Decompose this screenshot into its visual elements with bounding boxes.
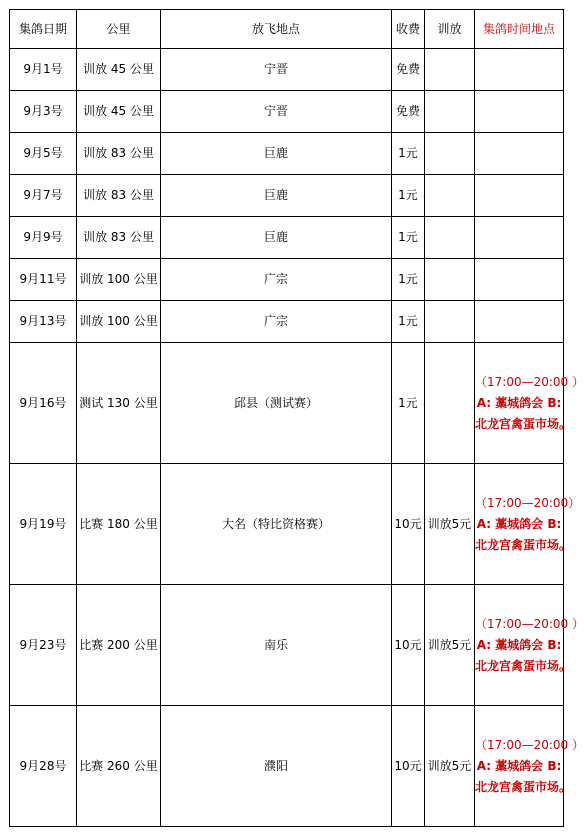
collection-places: A: 藁城鸽会 B: (476, 637, 562, 652)
cell-distance: 训放 100 公里 (77, 301, 161, 343)
cell-collection (475, 585, 584, 706)
cell-distance: 比赛 260 公里 (77, 706, 161, 827)
collection-places: A: 藁城鸽会 B: (476, 516, 562, 531)
cell-distance: 训放 83 公里 (77, 133, 161, 175)
cell-date: 9月13号 (10, 301, 77, 343)
cell-collection (475, 301, 564, 343)
cell-location: 广宗 (161, 301, 392, 343)
cell-distance: 训放 45 公里 (77, 91, 161, 133)
cell-distance: 训放 83 公里 (77, 175, 161, 217)
collection-places: A: 藁城鸽会 B: (476, 758, 562, 773)
cell-date: 9月16号 (10, 343, 77, 464)
cell-location: 巨鹿 (161, 175, 392, 217)
race-schedule-table (9, 9, 584, 827)
cell-date: 9月1号 (10, 49, 77, 91)
cell-location: 南乐 (161, 585, 392, 706)
collection-time: （17:00—20:00 ） (475, 616, 584, 631)
cell-date: 9月5号 (10, 133, 77, 175)
collection-time: （17:00—20:00 ） (475, 737, 584, 752)
cell-distance: 训放 45 公里 (77, 49, 161, 91)
cell-fee: 1元 (392, 175, 425, 217)
cell-location: 宁晋 (161, 91, 392, 133)
header-training: 训放 (425, 10, 475, 49)
cell-collection (475, 49, 564, 91)
cell-date: 9月9号 (10, 217, 77, 259)
cell-collection (475, 464, 581, 585)
header-location: 放飞地点 (161, 10, 392, 49)
collection-places-cont: 北龙宫禽蛋市场。 (475, 416, 572, 431)
table-row (10, 175, 564, 217)
cell-fee: 1元 (392, 259, 425, 301)
table-row (10, 301, 564, 343)
cell-date: 9月28号 (10, 706, 77, 827)
header-fee: 收费 (392, 10, 425, 49)
header-row (10, 10, 564, 49)
cell-distance: 训放 100 公里 (77, 259, 161, 301)
cell-collection (475, 217, 564, 259)
cell-distance: 比赛 200 公里 (77, 585, 161, 706)
cell-collection (475, 706, 584, 827)
cell-collection (475, 343, 584, 464)
cell-location: 宁晋 (161, 49, 392, 91)
cell-location: 濮阳 (161, 706, 392, 827)
cell-training: 训放5元 (425, 706, 475, 827)
table-row (10, 91, 564, 133)
cell-location: 巨鹿 (161, 217, 392, 259)
cell-date: 9月7号 (10, 175, 77, 217)
cell-fee: 10元 (392, 464, 425, 585)
table-row (10, 343, 564, 464)
cell-training (425, 49, 475, 91)
table-row (10, 706, 564, 827)
cell-fee: 免费 (392, 49, 425, 91)
cell-collection (475, 259, 564, 301)
header-distance: 公里 (77, 10, 161, 49)
cell-fee: 1元 (392, 217, 425, 259)
cell-location: 巨鹿 (161, 133, 392, 175)
cell-fee: 1元 (392, 301, 425, 343)
cell-fee: 10元 (392, 585, 425, 706)
cell-collection (475, 91, 564, 133)
cell-collection (475, 175, 564, 217)
cell-date: 9月23号 (10, 585, 77, 706)
table-row (10, 464, 564, 585)
cell-training (425, 217, 475, 259)
cell-location: 广宗 (161, 259, 392, 301)
cell-training (425, 175, 475, 217)
cell-fee: 10元 (392, 706, 425, 827)
cell-training: 训放5元 (425, 585, 475, 706)
table-row (10, 133, 564, 175)
cell-date: 9月3号 (10, 91, 77, 133)
table-row (10, 585, 564, 706)
collection-places-cont: 北龙宫禽蛋市场。 (475, 779, 572, 794)
cell-training (425, 259, 475, 301)
collection-places-cont: 北龙宫禽蛋市场。 (475, 658, 572, 673)
cell-training (425, 301, 475, 343)
cell-distance: 测试 130 公里 (77, 343, 161, 464)
cell-training (425, 91, 475, 133)
collection-time: （17:00—20:00 ） (475, 374, 584, 389)
header-date: 集鸽日期 (10, 10, 77, 49)
cell-fee: 1元 (392, 133, 425, 175)
table-row (10, 49, 564, 91)
cell-distance: 比赛 180 公里 (77, 464, 161, 585)
cell-training: 训放5元 (425, 464, 475, 585)
cell-collection (475, 133, 564, 175)
table-row (10, 217, 564, 259)
cell-date: 9月11号 (10, 259, 77, 301)
table-row (10, 259, 564, 301)
cell-training (425, 133, 475, 175)
cell-training (425, 343, 475, 464)
header-collection: 集鸽时间地点 (475, 10, 564, 49)
cell-fee: 1元 (392, 343, 425, 464)
collection-places: A: 藁城鸽会 B: (476, 395, 562, 410)
cell-location: 大名（特比资格赛） (161, 464, 392, 585)
collection-places-cont: 北龙宫禽蛋市场。 (475, 537, 572, 552)
cell-date: 9月19号 (10, 464, 77, 585)
cell-location: 邱县（测试赛） (161, 343, 392, 464)
cell-distance: 训放 83 公里 (77, 217, 161, 259)
collection-time: （17:00—20:00） (475, 495, 581, 510)
cell-fee: 免费 (392, 91, 425, 133)
